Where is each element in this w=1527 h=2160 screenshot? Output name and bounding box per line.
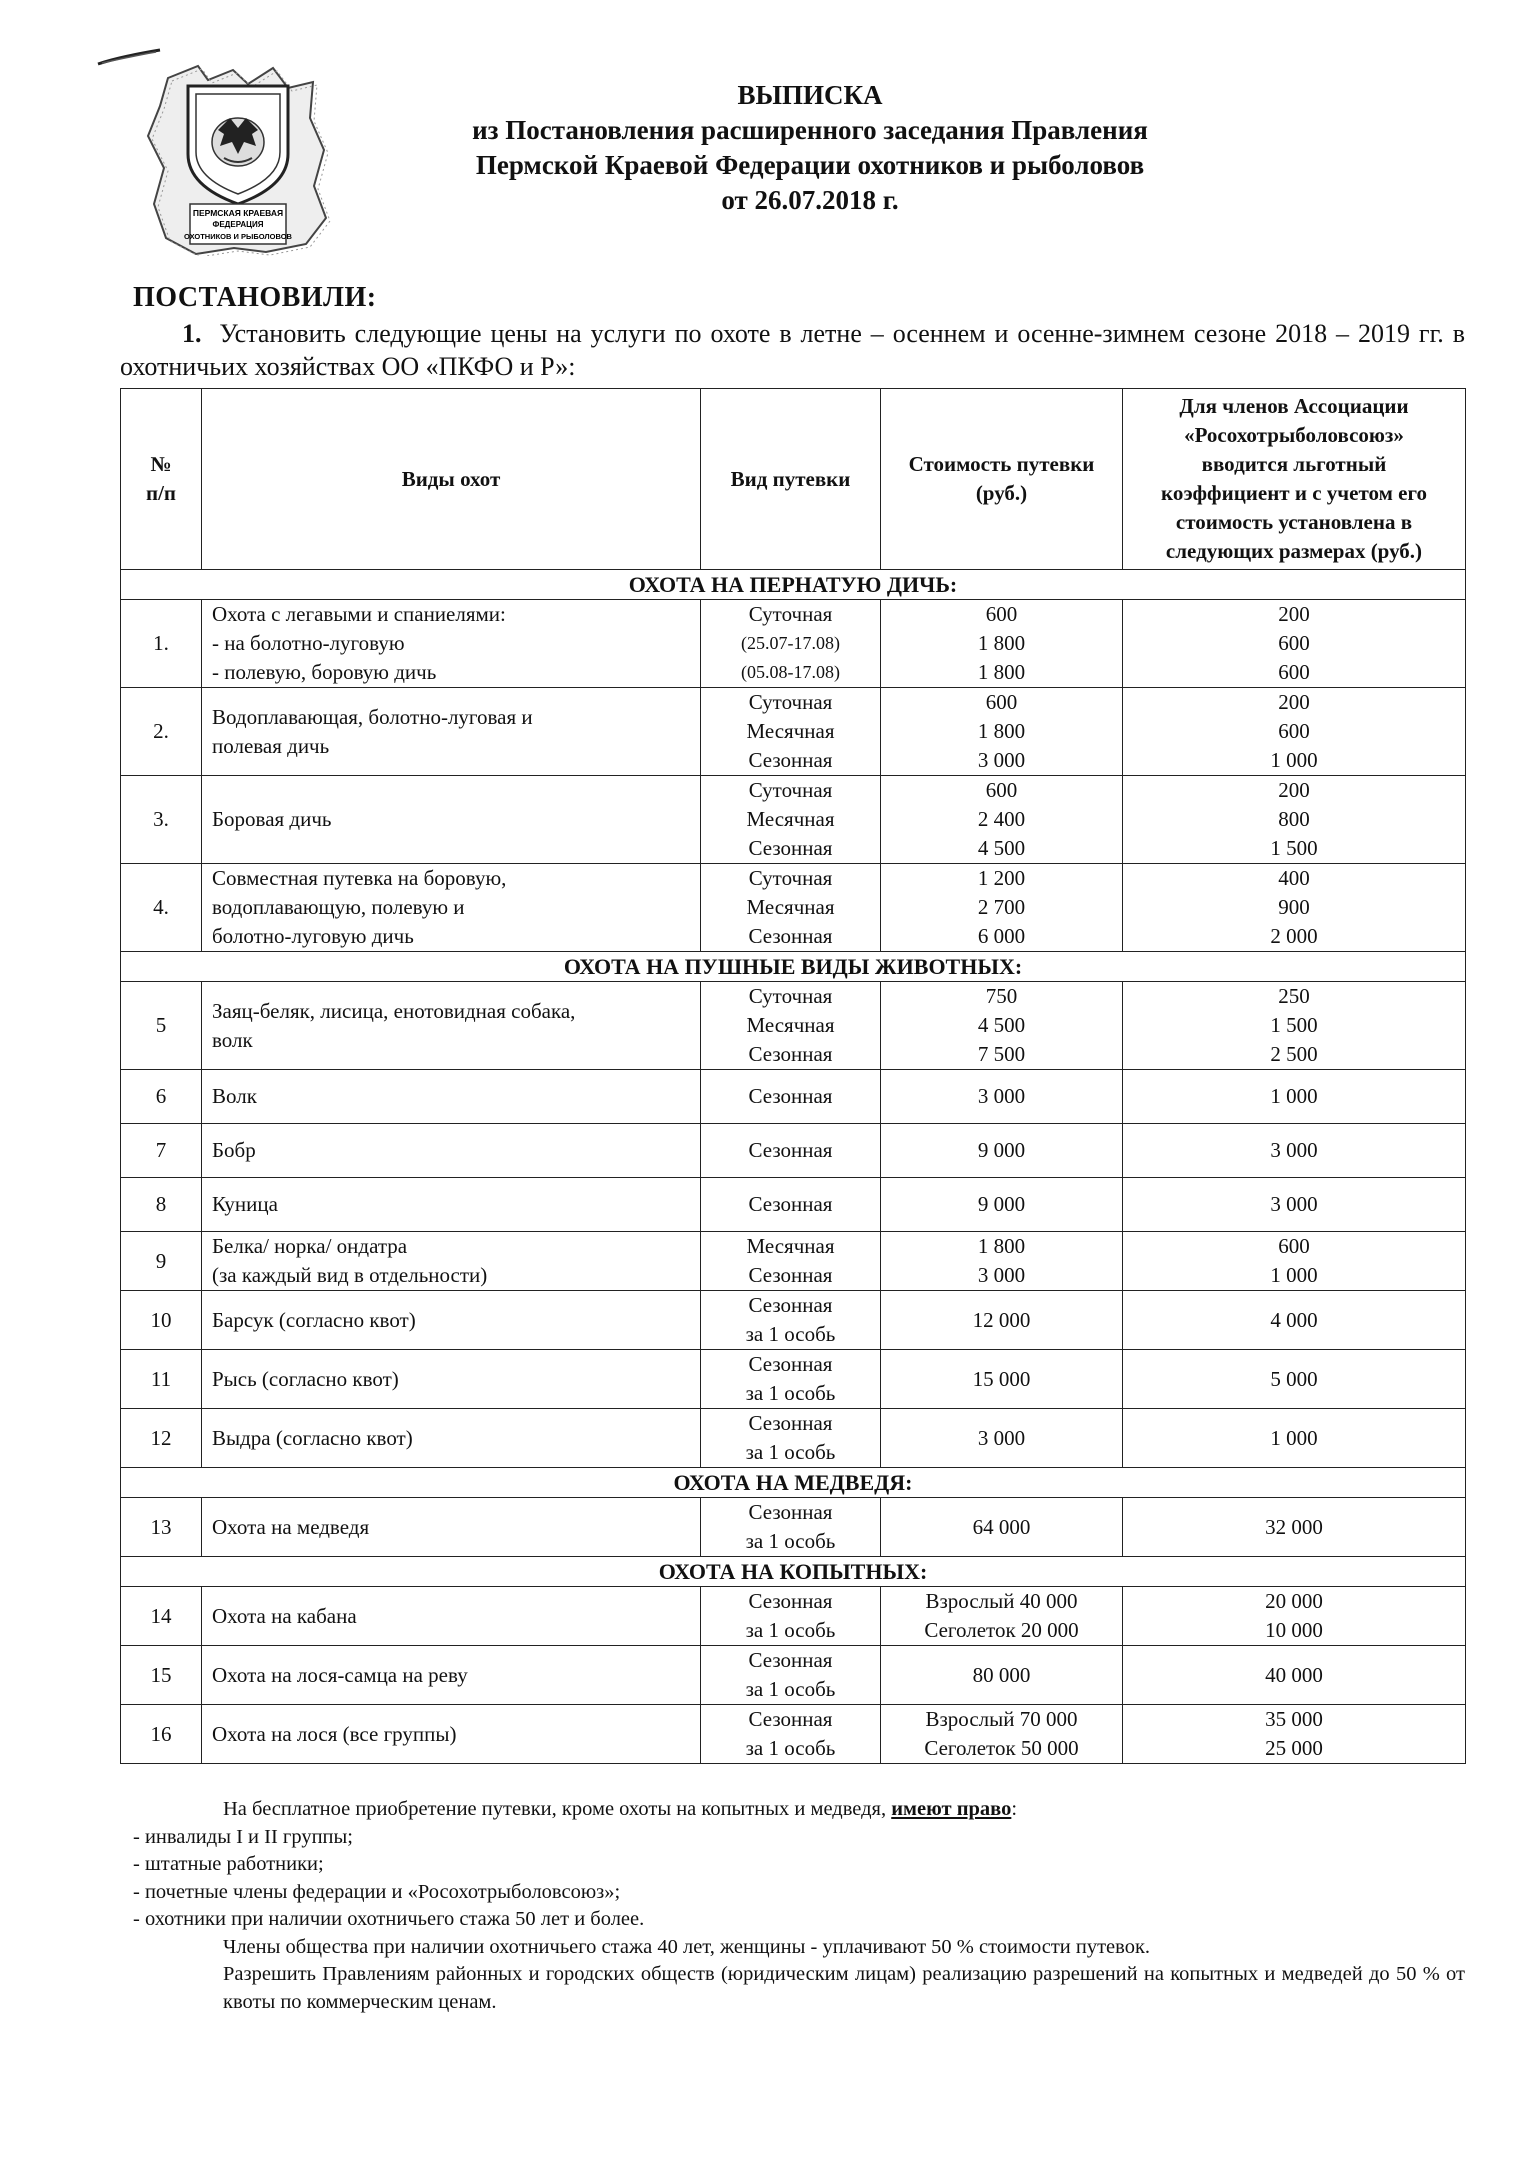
permit-cost: 1 800 3 000 xyxy=(881,1232,1123,1291)
document-title: ВЫПИСКА xyxy=(737,80,883,110)
notes-intro: На бесплатное приобретение путевки, кроме охоты на копытных и медведя, имеют право: xyxy=(223,1798,1018,1820)
permit-cost: 64 000 xyxy=(881,1498,1123,1557)
member-cost: 600 1 000 xyxy=(1123,1232,1466,1291)
hunt-type: Охота на лося-самца на реву xyxy=(202,1646,701,1705)
row-number: 7 xyxy=(121,1124,202,1178)
table-row xyxy=(121,1178,1466,1232)
member-cost: 20 000 10 000 xyxy=(1123,1587,1466,1646)
notes-list-item: - инвалиды I и II группы; xyxy=(133,1825,353,1848)
permit-cost: 600 2 400 4 500 xyxy=(881,776,1123,864)
permit-type: Суточная Месячная Сезонная xyxy=(701,688,881,776)
permit-type: Сезонная за 1 особь xyxy=(701,1705,881,1764)
row-number: 9 xyxy=(121,1232,202,1291)
permit-type: Суточная Месячная Сезонная xyxy=(701,982,881,1070)
member-cost: 400 900 2 000 xyxy=(1123,864,1466,952)
table-row xyxy=(121,1587,1466,1646)
row-number: 5 xyxy=(121,982,202,1070)
permit-cost: Взрослый 40 000 Сеголеток 20 000 xyxy=(881,1587,1123,1646)
member-cost: 1 000 xyxy=(1123,1409,1466,1468)
hunt-type: Совместная путевка на боровую, водоплавающую, полевую и болотно-луговую дичь xyxy=(202,864,701,952)
section-title: ОХОТА НА МЕДВЕДЯ: xyxy=(121,1468,1466,1498)
permit-cost: 600 1 800 1 800 xyxy=(881,600,1123,688)
member-cost: 3 000 xyxy=(1123,1178,1466,1232)
table-row xyxy=(121,1646,1466,1705)
row-number: 11 xyxy=(121,1350,202,1409)
col-header-member: Для членов Ассоциации «Росохотрыболовсоюз» вводится льготный коэффициент и с учетом его стоимость установлена в следующих размерах (руб.) xyxy=(1123,389,1466,570)
permit-type: Сезонная за 1 особь xyxy=(701,1409,881,1468)
notes-members: Члены общества при наличии охотничьего стажа 40 лет, женщины - уплачивают 50 % стоимости путевок. xyxy=(223,1935,1151,1958)
permit-type: Сезонная за 1 особь xyxy=(701,1646,881,1705)
header-line-1: из Постановления расширенного заседания Правления xyxy=(472,115,1148,145)
row-number: 16 xyxy=(121,1705,202,1764)
row-number: 8 xyxy=(121,1178,202,1232)
member-cost: 250 1 500 2 500 xyxy=(1123,982,1466,1070)
table-row xyxy=(121,1070,1466,1124)
col-header-cost: Стоимость путевки (руб.) xyxy=(881,389,1123,570)
resolution-item-1 xyxy=(120,317,1465,383)
member-cost: 200 600 1 000 xyxy=(1123,688,1466,776)
hunt-type: Волк xyxy=(202,1070,701,1124)
permit-cost: 9 000 xyxy=(881,1124,1123,1178)
item-text: Установить следующие цены на услуги по охоте в летне – осеннем и осенне-зимнем сезоне 2018 – 2019 гг. в охотничьих хозяйствах ОО «ПКФО и Р»: xyxy=(120,319,1466,381)
table-row xyxy=(121,864,1466,952)
hunt-type: Белка/ норка/ ондатра (за каждый вид в отдельности) xyxy=(202,1232,701,1291)
row-number: 14 xyxy=(121,1587,202,1646)
permit-type: Сезонная xyxy=(701,1124,881,1178)
notes-list-item: - почетные члены федерации и «Росохотрыболовсоюз»; xyxy=(133,1880,621,1903)
section-heading-row xyxy=(121,1557,1466,1587)
hunt-type: Охота на кабана xyxy=(202,1587,701,1646)
permit-cost: 3 000 xyxy=(881,1409,1123,1468)
permit-cost: 9 000 xyxy=(881,1178,1123,1232)
row-number: 3. xyxy=(121,776,202,864)
notes-block xyxy=(133,1796,1465,2016)
table-row xyxy=(121,776,1466,864)
member-cost: 3 000 xyxy=(1123,1124,1466,1178)
federation-emblem-icon xyxy=(138,58,338,256)
permit-cost: 12 000 xyxy=(881,1291,1123,1350)
permit-cost: 1 200 2 700 6 000 xyxy=(881,864,1123,952)
member-cost: 1 000 xyxy=(1123,1070,1466,1124)
col-header-permit: Вид путевки xyxy=(701,389,881,570)
member-cost: 32 000 xyxy=(1123,1498,1466,1557)
col-header-type: Виды охот xyxy=(202,389,701,570)
permit-type: Суточная (25.07-17.08) (05.08-17.08) xyxy=(701,600,881,688)
row-number: 1. xyxy=(121,600,202,688)
permit-type: Суточная Месячная Сезонная xyxy=(701,864,881,952)
table-row xyxy=(121,982,1466,1070)
section-title: ОХОТА НА КОПЫТНЫХ: xyxy=(121,1557,1466,1587)
price-table-body xyxy=(121,570,1466,1764)
permit-type: Сезонная за 1 особь xyxy=(701,1498,881,1557)
permit-type: Сезонная за 1 особь xyxy=(701,1291,881,1350)
notes-list-item: - охотники при наличии охотничьего стажа 50 лет и более. xyxy=(133,1908,645,1930)
permit-type: Сезонная за 1 особь xyxy=(701,1587,881,1646)
section-heading-row xyxy=(121,1468,1466,1498)
col-header-num: № п/п xyxy=(121,389,202,570)
member-cost: 200 800 1 500 xyxy=(1123,776,1466,864)
table-row xyxy=(121,1291,1466,1350)
permit-type: Суточная Месячная Сезонная xyxy=(701,776,881,864)
permit-type: Сезонная за 1 особь xyxy=(701,1350,881,1409)
row-number: 13 xyxy=(121,1498,202,1557)
table-header-row xyxy=(121,389,1466,570)
row-number: 4. xyxy=(121,864,202,952)
emblem-line-1: ПЕРМСКАЯ КРАЕВАЯ xyxy=(192,208,284,218)
hunt-type: Рысь (согласно квот) xyxy=(202,1350,701,1409)
resolved-heading: ПОСТАНОВИЛИ: xyxy=(133,282,377,313)
permit-cost: 600 1 800 3 000 xyxy=(881,688,1123,776)
member-cost: 35 000 25 000 xyxy=(1123,1705,1466,1764)
member-cost: 4 000 xyxy=(1123,1291,1466,1350)
row-number: 2. xyxy=(121,688,202,776)
hunt-type: Заяц-беляк, лисица, енотовидная собака, волк xyxy=(202,982,701,1070)
table-row xyxy=(121,1232,1466,1291)
notes-list-item: - штатные работники; xyxy=(133,1853,324,1875)
table-row xyxy=(121,1350,1466,1409)
permit-type: Месячная Сезонная xyxy=(701,1232,881,1291)
hunt-type: Бобр xyxy=(202,1124,701,1178)
table-row xyxy=(121,688,1466,776)
hunt-type: Боровая дичь xyxy=(202,776,701,864)
permit-cost: 80 000 xyxy=(881,1646,1123,1705)
row-number: 6 xyxy=(121,1070,202,1124)
row-number: 12 xyxy=(121,1409,202,1468)
table-row xyxy=(121,1498,1466,1557)
row-number: 10 xyxy=(121,1291,202,1350)
permit-type: Сезонная xyxy=(701,1178,881,1232)
permit-cost: 750 4 500 7 500 xyxy=(881,982,1123,1070)
hunt-type: Куница xyxy=(202,1178,701,1232)
notes-permit: Разрешить Правлениям районных и городских обществ (юридическим лицам) реализацию разрешений на копытных и медведей до 50 % от квоты по коммерческим ценам. xyxy=(223,1963,1465,2013)
table-row xyxy=(121,1705,1466,1764)
section-heading-row xyxy=(121,570,1466,600)
hunt-type: Охота с легавыми и спаниелями: - на болотно-луговую - полевую, боровую дичь xyxy=(202,600,701,688)
section-heading-row xyxy=(121,952,1466,982)
table-row xyxy=(121,1124,1466,1178)
member-cost: 5 000 xyxy=(1123,1350,1466,1409)
hunt-type: Охота на медведя xyxy=(202,1498,701,1557)
permit-cost: 3 000 xyxy=(881,1070,1123,1124)
hunt-type: Барсук (согласно квот) xyxy=(202,1291,701,1350)
table-row xyxy=(121,1409,1466,1468)
section-title: ОХОТА НА ПЕРНАТУЮ ДИЧЬ: xyxy=(121,570,1466,600)
hunt-type: Охота на лося (все группы) xyxy=(202,1705,701,1764)
hunt-type: Выдра (согласно квот) xyxy=(202,1409,701,1468)
header-line-3: от 26.07.2018 г. xyxy=(721,185,899,215)
permit-type: Сезонная xyxy=(701,1070,881,1124)
permit-cost: 15 000 xyxy=(881,1350,1123,1409)
member-cost: 40 000 xyxy=(1123,1646,1466,1705)
notes-emphasis: имеют право xyxy=(891,1798,1012,1820)
table-row xyxy=(121,600,1466,688)
emblem-line-3: ОХОТНИКОВ И РЫБОЛОВОВ xyxy=(184,232,292,241)
price-table xyxy=(120,388,1466,1764)
member-cost: 200 600 600 xyxy=(1123,600,1466,688)
hunt-type: Водоплавающая, болотно-луговая и полевая дичь xyxy=(202,688,701,776)
section-title: ОХОТА НА ПУШНЫЕ ВИДЫ ЖИВОТНЫХ: xyxy=(121,952,1466,982)
permit-cost: Взрослый 70 000 Сеголеток 50 000 xyxy=(881,1705,1123,1764)
document-header xyxy=(340,78,1280,218)
item-number: 1. xyxy=(182,319,202,348)
header-line-2: Пермской Краевой Федерации охотников и рыболовов xyxy=(475,150,1145,180)
emblem-line-2: ФЕДЕРАЦИЯ xyxy=(212,220,264,229)
row-number: 15 xyxy=(121,1646,202,1705)
